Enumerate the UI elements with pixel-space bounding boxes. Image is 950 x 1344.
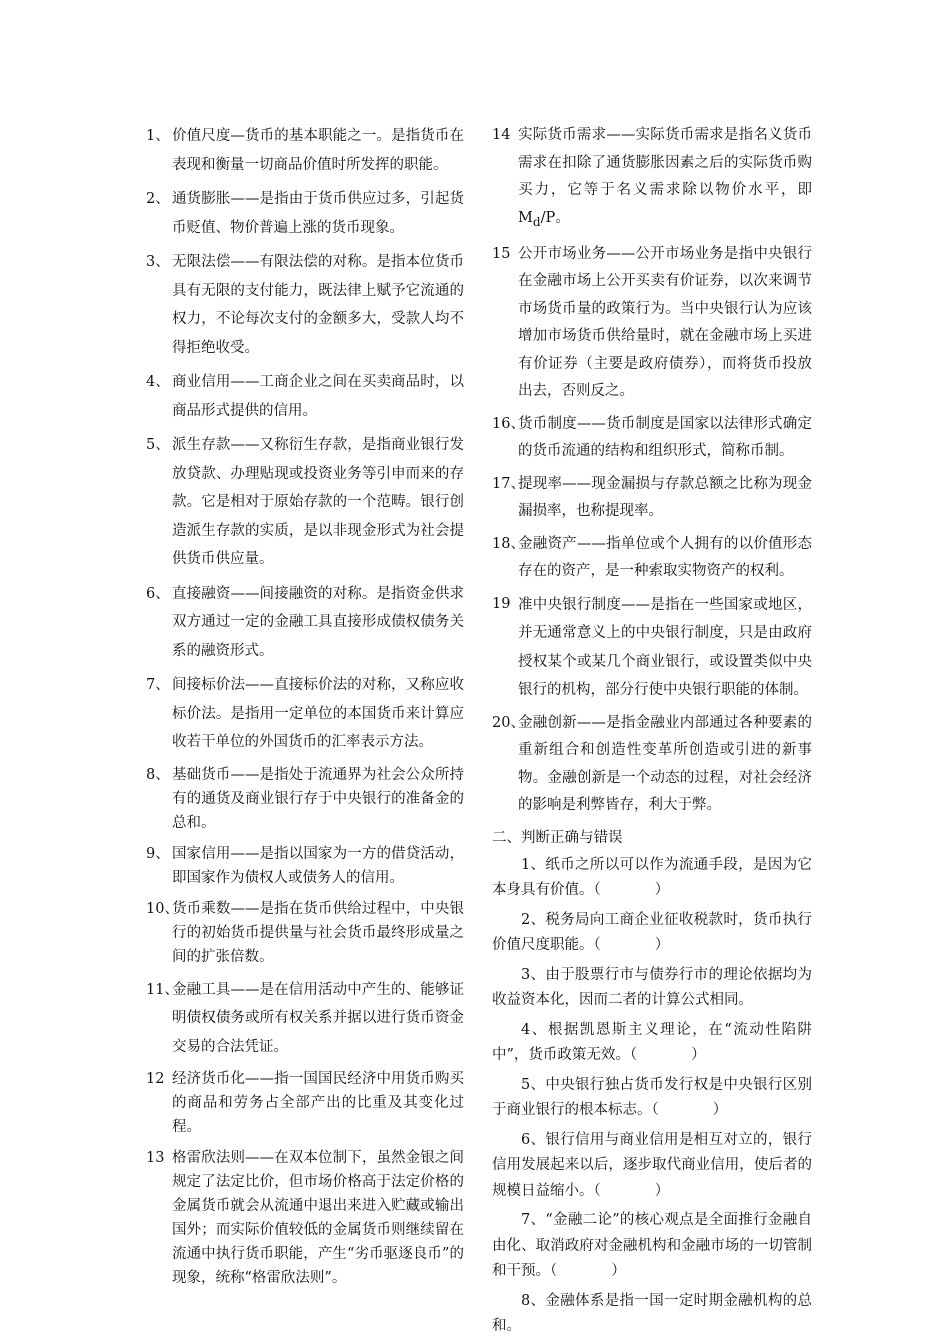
definition-item	[146, 842, 464, 890]
item-text: 金融工具——是在信用活动中产生的、能够证明债权债务或所有权关系并据以进行货币资金交易的合法凭证。	[172, 981, 464, 1055]
item-text: 通货膨胀——是指由于货币供应过多，引起货币贬值、物价普遍上涨的货币现象。	[172, 191, 464, 236]
question-text: 4、根据凯恩斯主义理论，在“流动性陷阱中”，货币政策无效。（	[492, 1021, 812, 1064]
right-column	[492, 122, 812, 1344]
item-number: 13	[146, 1150, 165, 1166]
item-text: 无限法偿——有限法偿的对称。是指本位货币具有无限的支付能力，既法律上赋予它流通的权力，不论每次支付的金额多大，受款人均不得拒绝收受。	[172, 254, 464, 356]
definition-item	[146, 1146, 464, 1290]
question-close: ）	[654, 882, 670, 899]
definition-item	[146, 431, 464, 574]
definition-item	[492, 411, 812, 466]
item-text: 金融资产——指单位或个人拥有的以价值形态存在的资产，是一种索取实物资产的权利。	[518, 535, 812, 580]
item-number: 14	[492, 127, 511, 143]
question-text: 8、金融体系是指一国一定时期金融机构的总和。	[492, 1292, 812, 1335]
definition-item	[146, 897, 464, 969]
question-item	[492, 1128, 812, 1205]
definition-item	[492, 241, 812, 406]
item-number: 3、	[146, 254, 170, 270]
definition-item	[146, 368, 464, 425]
item-number: 18、	[492, 535, 525, 552]
question-item	[492, 853, 812, 904]
question-text: 1、纸币之所以可以作为流通手段，是因为它本身具有价值。（	[492, 856, 812, 899]
item-number: 19	[492, 595, 511, 612]
section-title: 二、判断正确与错误	[492, 829, 623, 846]
item-number: 12	[146, 1071, 165, 1087]
item-number: 10、	[146, 900, 179, 917]
item-text: 间接标价法——直接标价法的对称，又称应收标价法。是指用一定单位的本国货币来计算应收若干单位的外国货币的汇率表示方法。	[172, 677, 464, 750]
question-text: 2、税务局向工商企业征收税款时，货币执行价值尺度职能。（	[492, 911, 812, 954]
item-text: 公开市场业务——公开市场业务是指中央银行在金融市场上公开买卖有价证券，以次来调节市场货币量的政策行为。当中央银行认为应该增加市场货币供给量时，就在金融市场上买进有价证券（主要是政府债券），而将货币投放出去，否则反之。	[518, 245, 812, 400]
item-number: 7、	[146, 677, 170, 693]
item-number: 20、	[492, 714, 525, 731]
definition-item	[492, 591, 812, 705]
definition-item	[146, 580, 464, 666]
item-text: 国家信用——是指以国家为一方的借贷活动，即国家作为债权人或债务人的信用。	[172, 845, 464, 886]
left-column	[146, 122, 464, 1297]
item-text: 直接融资——间接融资的对称。是指资金供求双方通过一定的金融工具直接形成债权债务关系的融资形式。	[172, 585, 464, 659]
item-text: 基础货币——是指处于流通界为社会公众所持有的通货及商业银行存于中央银行的准备金的总和。	[172, 766, 464, 831]
definition-item	[146, 122, 464, 179]
definition-item	[492, 122, 812, 236]
item-number: 6、	[146, 585, 170, 602]
definition-item	[146, 248, 464, 362]
item-text: 商业信用——工商企业之间在买卖商品时，以商品形式提供的信用。	[172, 374, 464, 419]
definition-item	[492, 471, 812, 526]
item-number: 5、	[146, 437, 170, 453]
item-number: 17、	[492, 475, 525, 492]
item-text	[492, 122, 812, 236]
question-text: 3、由于股票行市与债券行市的理论依据均为收益资本化，因而二者的计算公式相同。	[492, 966, 812, 1009]
question-close: ）	[611, 1263, 626, 1280]
definition-item	[146, 763, 464, 835]
item-text: 货币制度——货币制度是国家以法律形式确定的货币流通的结构和组织形式，简称币制。	[518, 415, 812, 460]
item-text: 价值尺度—货币的基本职能之一。是指货币在表现和衡量一切商品价值时所发挥的职能。	[172, 128, 464, 173]
item-number: 15	[492, 245, 511, 262]
question-item	[492, 1208, 812, 1285]
definition-item	[492, 531, 812, 586]
question-item	[492, 1073, 812, 1124]
question-item	[492, 963, 812, 1014]
item-number: 8、	[146, 766, 170, 783]
question-item	[492, 1018, 812, 1069]
definition-item	[146, 1067, 464, 1139]
item-text: 格雷欣法则——在双本位制下，虽然金银之间规定了法定比价，但市场价格高于法定价格的金属货币就会从流通中退出来进入贮藏或输出国外；而实际价值较低的金属货币则继续留在流通中执行货币职能，产生“劣币驱逐良币”的现象，统称“格雷欣法则”。	[172, 1150, 464, 1286]
item-text: 派生存款——又称衍生存款，是指商业银行发放贷款、办理贴现或投资业务等引申而来的存款。它是相对于原始存款的一个范畴。银行创造派生存款的实质，是以非现金形式为社会提供货币供应量。	[172, 437, 464, 567]
question-text: 7、“金融二论”的核心观点是全面推行金融自由化、取消政府对金融机构和金融市场的一切管制和干预。（	[492, 1212, 812, 1280]
item-number: 1、	[146, 128, 170, 144]
definition-item	[492, 710, 812, 820]
question-text: 6、银行信用与商业信用是相互对立的，银行信用发展起来以后，逐步取代商业信用，使后者的规模日益缩小。（	[492, 1131, 812, 1199]
item-text-tail: /P。	[540, 209, 570, 226]
item-text: 提现率——现金漏损与存款总额之比称为现金漏损率，也称提现率。	[518, 475, 812, 520]
definition-item	[146, 185, 464, 242]
item-text: 金融创新——是指金融业内部通过各种要素的重新组合和创造性变革所创造或引进的新事物。金融创新是一个动态的过程，对社会经济的影响是利弊皆存，利大于弊。	[518, 714, 812, 814]
question-close: ）	[712, 1102, 728, 1119]
subscript-d: d	[532, 214, 541, 229]
item-number: 11、	[146, 981, 179, 998]
item-number: 2、	[146, 191, 170, 207]
question-close: ）	[654, 1182, 670, 1199]
question-close: ）	[691, 1047, 706, 1064]
item-text: 货币乘数——是指在货币供给过程中，中央银行的初始货币提供量与社会货币最终形成量之间的扩张倍数。	[172, 900, 464, 965]
item-text: 经济货币化——指一国国民经济中用货币购买的商品和劳务占全部产出的比重及其变化过程。	[172, 1071, 464, 1135]
item-number: 9、	[146, 845, 170, 862]
question-item	[492, 908, 812, 959]
definition-item	[146, 976, 464, 1062]
question-text: 5、中央银行独占货币发行权是中央银行区别于商业银行的根本标志。（	[492, 1076, 812, 1119]
question-item	[492, 1289, 812, 1340]
definition-item	[146, 671, 464, 757]
item-number: 4、	[146, 374, 170, 390]
item-text-main: 实际货币需求——实际货币需求是指名义货币需求在扣除了通货膨胀因素之后的实际货币购买力，它等于名义需求除以物价水平，即 M	[518, 127, 812, 226]
item-text: 准中央银行制度——是指在一些国家或地区，并无通常意义上的中央银行制度，只是由政府授权某个或某几个商业银行，或设置类似中央银行的机构，部分行使中央银行职能的体制。	[518, 596, 812, 699]
item-number: 16、	[492, 415, 525, 432]
question-close: ）	[654, 937, 670, 954]
